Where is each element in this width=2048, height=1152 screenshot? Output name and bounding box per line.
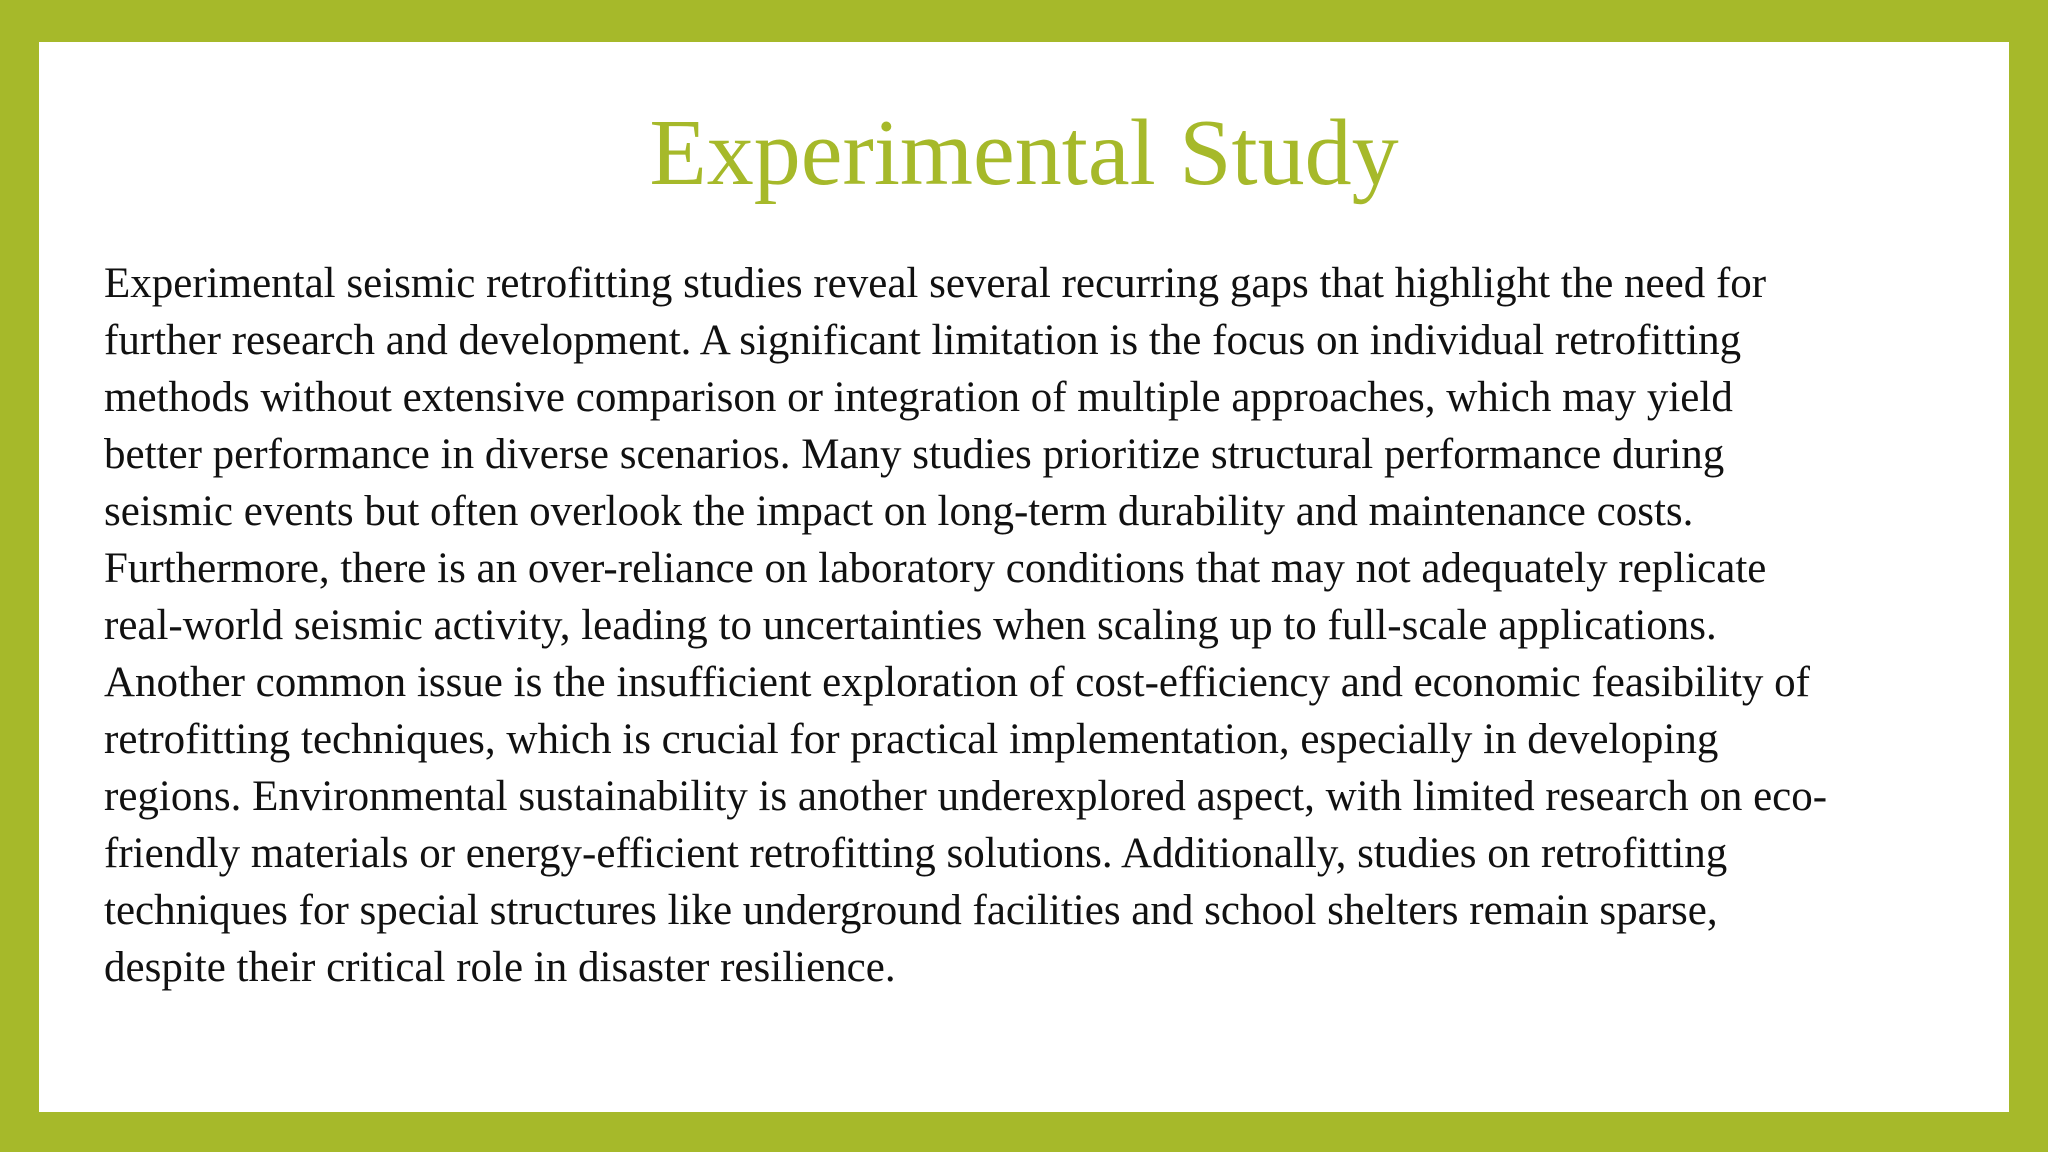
body-line: seismic events but often overlook the impact on long-term durability and maintenance costs. — [104, 488, 1694, 535]
body-line: despite their critical role in disaster resilience. — [104, 944, 896, 991]
body-line: further research and development. A significant limitation is the focus on individual retrofitting — [104, 317, 1742, 364]
body-line: better performance in diverse scenarios. Many studies prioritize structural performance during — [104, 431, 1725, 478]
slide-title: Experimental Study — [649, 101, 1399, 205]
body-line: retrofitting techniques, which is crucial for practical implementation, especially in developing — [104, 716, 1719, 763]
body-line: techniques for special structures like underground facilities and school shelters remain sparse, — [104, 887, 1718, 934]
body-line: friendly materials or energy-efficient retrofitting solutions. Additionally, studies on retrofitting — [104, 830, 1728, 877]
body-line: Another common issue is the insufficient exploration of cost-efficiency and economic feasibility of — [104, 659, 1810, 706]
body-line: Furthermore, there is an over-reliance on laboratory conditions that may not adequately replicate — [104, 545, 1767, 592]
body-paragraph — [104, 255, 2004, 996]
body-line: Experimental seismic retrofitting studies reveal several recurring gaps that highlight the need for — [104, 260, 1767, 307]
body-line: regions. Environmental sustainability is another underexplored aspect, with limited research on eco- — [104, 773, 1828, 820]
body-line: real-world seismic activity, leading to uncertainties when scaling up to full-scale applications. — [104, 602, 1717, 649]
body-line: methods without extensive comparison or integration of multiple approaches, which may yield — [104, 374, 1733, 421]
